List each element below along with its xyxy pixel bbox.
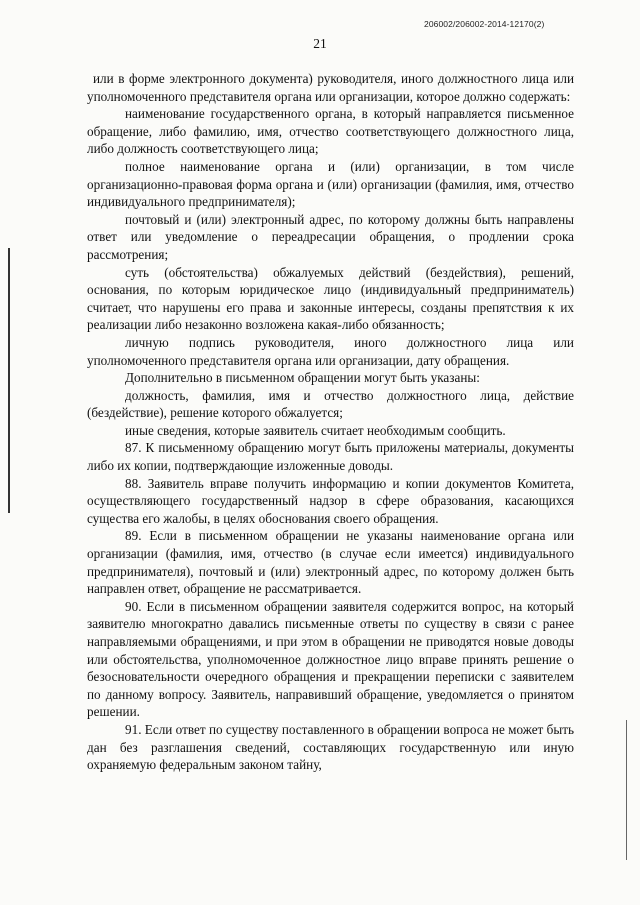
paragraph: полное наименование органа и (или) организации, в том числе организационно-правовая форма органа и (или) организации (фамилия, имя, отчество индивидуального предпринимателя); [87,158,574,210]
paragraph: 87. К письменному обращению могут быть приложены материалы, документы либо их копии, подтверждающие изложенные доводы. [87,440,574,474]
paragraph: 88. Заявитель вправе получить информацию и копии документов Комитета, осуществляющего государственный надзор в сфере образования, касающихся существа его жалобы, в целях обоснования своего обращения. [87,475,574,526]
paragraph: Дополнительно в письменном обращении могут быть указаны: [125,370,480,386]
document-number: 206002/206002-2014-12170(2) [424,19,545,29]
paragraph: суть (обстоятельства) обжалуемых действий (бездействия), решений, основания, по которым юридическое лицо (индивидуальный предприниматель) считает, что нарушены его права и законные интересы, созданы препятствия к их реализации либо незаконно возложена какая-либо обязанность; [87,264,574,333]
paragraph: должность, фамилия, имя и отчество должностного лица, действие (бездействие), решение которого обжалуется; [87,387,574,421]
document-body [87,70,574,774]
paragraph: наименование государственного органа, в который направляется письменное обращение, либо фамилию, имя, отчество соответствующего должностного лица, либо должность соответствующего лица; [87,106,574,157]
paragraph: 91. Если ответ по существу поставленного в обращении вопроса не может быть дан без разглашения сведений, составляющих государственную или иную охраняемую федеральным законом тайну, [87,721,574,773]
paragraph: или в форме электронного документа) руководителя, иного должностного лица или уполномоченного представителя органа или организации, которое должно содержать: [87,71,574,104]
page-number: 21 [313,36,327,51]
paragraph: 89. Если в письменном обращении не указаны наименование органа или организации (фамилия, имя, отчество (в случае если имеется) индивидуального предпринимателя), почтовый и (или) электронный адрес, по которому должен быть направлен ответ, обращение не рассматривается. [87,528,574,597]
paragraph: 90. Если в письменном обращении заявителя содержится вопрос, на который заявителю многократно давались письменные ответы по существу в связи с ранее направляемыми обращениями, и при этом в обращении не приводятся новые доводы или обстоятельства, уполномоченное должностное лицо вправе принять решение о безосновательности очередного обращения и прекращении переписки с заявителем по данному вопросу. Заявитель, направивший обращение, уведомляется о принятом решении. [87,598,574,720]
paragraph: почтовый и (или) электронный адрес, по которому должны быть направлены ответ или уведомление о переадресации обращения, о продлении срока рассмотрения; [87,211,574,262]
paragraph: иные сведения, которые заявитель считает необходимым сообщить. [125,422,506,438]
paragraph: личную подпись руководителя, иного должностного лица или уполномоченного представителя органа или организации, дату обращения. [87,334,574,368]
scan-margin-mark-right [626,720,627,860]
scan-margin-mark-left [8,248,10,513]
